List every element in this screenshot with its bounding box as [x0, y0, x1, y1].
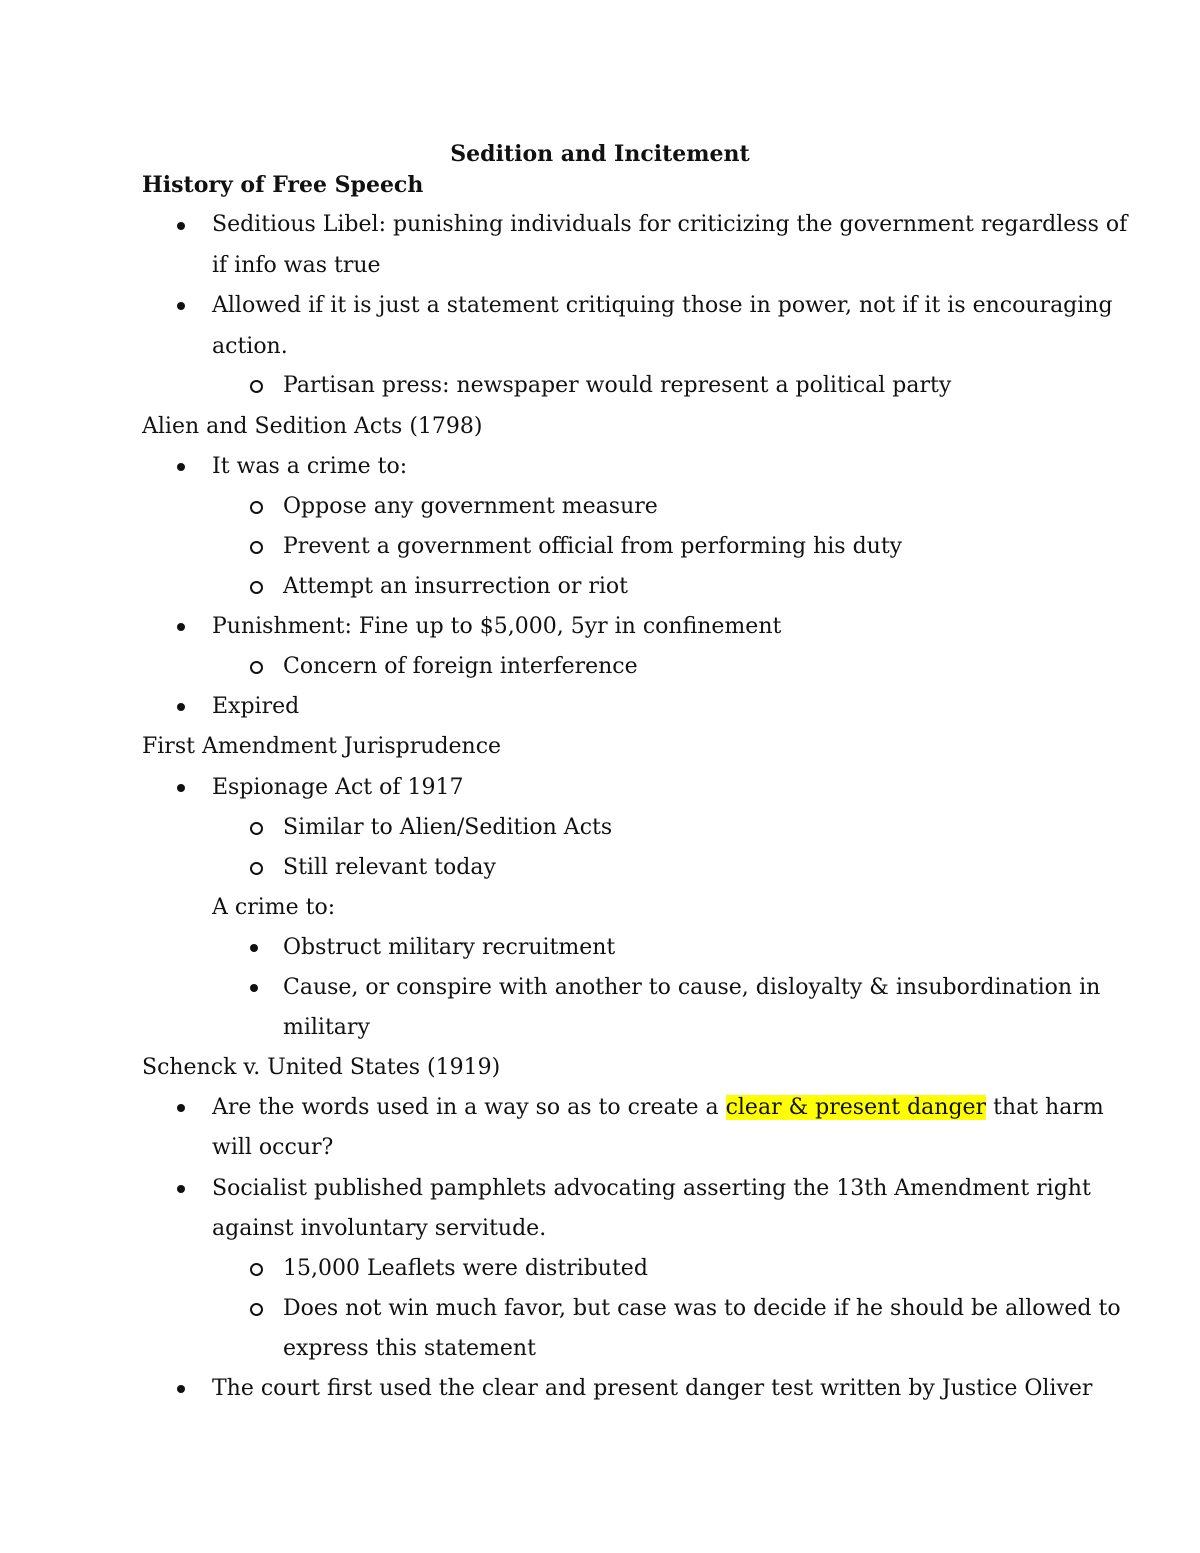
list-item: Expired: [212, 694, 300, 719]
bullet-icon: [177, 703, 185, 711]
sub-heading: A crime to:: [212, 895, 336, 920]
sub-list-item: Obstruct military recruitment: [283, 935, 616, 960]
circle-bullet-icon: [250, 822, 263, 835]
sub-list-item: Partisan press: newspaper would represent a political party: [283, 373, 952, 398]
bullet-icon: [177, 302, 185, 310]
bullet-icon: [177, 222, 185, 230]
list-item: Espionage Act of 1917: [212, 775, 464, 800]
circle-bullet-icon: [250, 541, 263, 554]
circle-bullet-icon: [250, 1263, 263, 1276]
list-item-continuation: if info was true: [212, 253, 381, 278]
list-item-text: that harm: [986, 1095, 1104, 1120]
list-item: [212, 1094, 1104, 1122]
bullet-icon: [177, 1385, 185, 1393]
circle-bullet-icon: [250, 380, 263, 393]
list-item: Socialist published pamphlets advocating asserting the 13th Amendment right: [212, 1176, 1091, 1201]
bullet-icon: [250, 944, 258, 952]
list-item: The court first used the clear and present danger test written by Justice Oliver: [212, 1376, 1093, 1401]
sub-list-item: Concern of foreign interference: [283, 654, 638, 679]
list-item-continuation: will occur?: [212, 1135, 334, 1160]
section-heading-history: History of Free Speech: [142, 172, 424, 198]
highlighted-phrase: clear & present danger: [725, 1095, 987, 1120]
list-item-continuation: action.: [212, 334, 288, 359]
sub-list-item: Similar to Alien/Sedition Acts: [283, 815, 613, 840]
sub-list-item-continuation: express this statement: [283, 1336, 536, 1361]
section-heading-schenck: Schenck v. United States (1919): [142, 1055, 501, 1080]
sub-list-item: Attempt an insurrection or riot: [283, 574, 628, 599]
bullet-icon: [177, 463, 185, 471]
sub-list-item: 15,000 Leaflets were distributed: [283, 1256, 648, 1281]
bullet-icon: [177, 623, 185, 631]
circle-bullet-icon: [250, 501, 263, 514]
list-item-continuation: against involuntary servitude.: [212, 1216, 547, 1241]
sub-list-item: Oppose any government measure: [283, 494, 658, 519]
sub-list-item: Prevent a government official from performing his duty: [283, 534, 903, 559]
bullet-icon: [177, 1185, 185, 1193]
circle-bullet-icon: [250, 581, 263, 594]
list-item: Seditious Libel: punishing individuals for criticizing the government regardless of: [212, 212, 1128, 237]
sub-list-item-continuation: military: [283, 1015, 370, 1040]
bullet-icon: [177, 784, 185, 792]
circle-bullet-icon: [250, 661, 263, 674]
list-item-text: Are the words used in a way so as to create a: [212, 1095, 726, 1120]
section-heading-alien-sedition: Alien and Sedition Acts (1798): [142, 414, 483, 439]
sub-list-item: Cause, or conspire with another to cause, disloyalty & insubordination in: [283, 975, 1101, 1000]
list-item: Allowed if it is just a statement critiquing those in power, not if it is encouraging: [212, 293, 1113, 318]
circle-bullet-icon: [250, 1303, 263, 1316]
list-item: It was a crime to:: [212, 454, 408, 479]
bullet-icon: [250, 984, 258, 992]
document-title: Sedition and Incitement: [450, 141, 750, 167]
bullet-icon: [177, 1104, 185, 1112]
circle-bullet-icon: [250, 862, 263, 875]
section-heading-first-amendment: First Amendment Jurisprudence: [142, 734, 502, 759]
sub-list-item: Still relevant today: [283, 855, 496, 880]
sub-list-item: Does not win much favor, but case was to decide if he should be allowed to: [283, 1296, 1121, 1321]
list-item: Punishment: Fine up to $5,000, 5yr in confinement: [212, 614, 782, 639]
